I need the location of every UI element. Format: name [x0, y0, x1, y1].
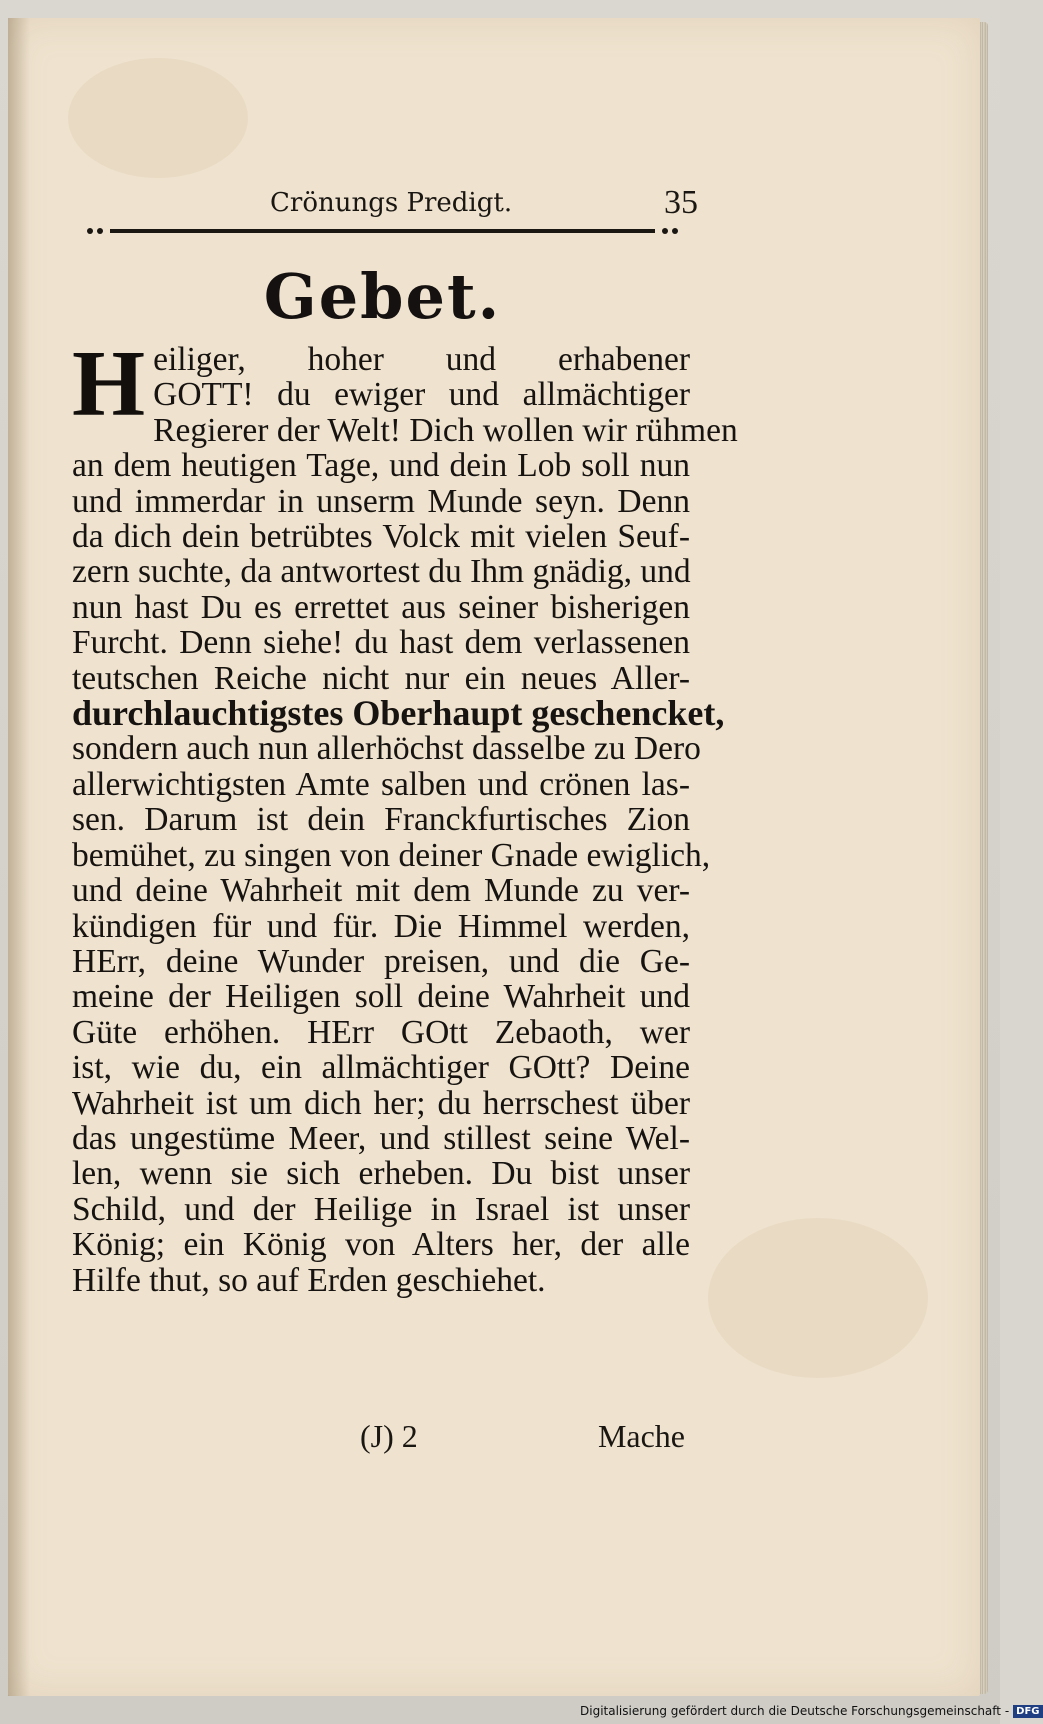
paper-stain	[68, 58, 248, 178]
page-number: 35	[664, 184, 698, 221]
page-footer	[80, 1418, 685, 1458]
text-line: Wahrheit ist um dich her; du herrschest über	[72, 1084, 690, 1122]
running-title: Crönungs Predigt.	[270, 188, 513, 218]
text-line: da dich dein betrübtes Volck mit vielen Seuf-	[72, 518, 690, 556]
text-line: eiliger, hoher und erhabener	[153, 341, 690, 378]
ornamental-rule	[80, 226, 685, 236]
text-line: durchlauchtigstes Oberhaupt geschencket,	[72, 693, 725, 734]
dfg-logo: DFG	[1013, 1705, 1042, 1718]
text-line: an dem heutigen Tage, und dein Lob soll nun	[72, 447, 690, 485]
text-line: Hilfe thut, so auf Erden geschiehet.	[72, 1261, 546, 1299]
text-line: und deine Wahrheit mit dem Munde zu ver-	[72, 872, 690, 910]
text-line: Furcht. Denn siehe! du hast dem verlassenen	[72, 624, 690, 662]
catchword: Mache	[597, 1418, 685, 1454]
text-line: sondern auch nun allerhöchst dasselbe zu Dero	[72, 730, 701, 768]
paper-stain	[708, 1218, 928, 1378]
drop-cap: H	[72, 332, 146, 436]
text-line: bemühet, zu singen von deiner Gnade ewiglich,	[72, 836, 711, 874]
text-line: len, wenn sie sich erheben. Du bist unser	[72, 1155, 690, 1193]
text-line: König; ein König von Alters her, der alle	[72, 1226, 690, 1264]
text-line: teutschen Reiche nicht nur ein neues Aller-	[72, 659, 690, 697]
text-line: Güte erhöhen. HErr GOtt Zebaoth, wer	[72, 1013, 690, 1051]
text-line: sen. Darum ist dein Franckfurtisches Zion	[72, 801, 690, 839]
page-gutter-shadow	[8, 18, 30, 1696]
prayer-body	[72, 332, 738, 1299]
text-line: das ungestüme Meer, und stillest seine Wel-	[72, 1119, 690, 1157]
text-line: zern suchte, da antwortest du Ihm gnädig, und	[72, 553, 691, 591]
text-line: kündigen für und für. Die Himmel werden,	[72, 907, 690, 945]
text-line: meine der Heiligen soll deine Wahrheit und	[72, 978, 690, 1016]
text-line: Regierer der Welt! Dich wollen wir rühmen	[153, 411, 738, 449]
text-line: allerwichtigsten Amte salben und crönen las-	[72, 765, 690, 803]
prayer-heading: Gebet.	[263, 260, 502, 333]
text-line: nun hast Du es errettet aus seiner bisherigen	[72, 588, 690, 626]
text-line: ist, wie du, ein allmächtiger GOtt? Deine	[72, 1049, 690, 1087]
digitization-credit	[580, 1704, 1040, 1718]
page-header	[80, 184, 698, 228]
text-line: und immerdar in unserm Munde seyn. Denn	[72, 482, 690, 520]
text-line: HErr, deine Wunder preisen, und die Ge-	[72, 942, 690, 980]
signature-mark: (J) 2	[360, 1418, 418, 1454]
credit-text: Digitalisierung gefördert durch die Deutsche Forschungsgemeinschaft -	[580, 1704, 1010, 1718]
text-line: Schild, und der Heilige in Israel ist unser	[72, 1190, 690, 1228]
text-line: GOTT! du ewiger und allmächtiger	[153, 376, 690, 414]
